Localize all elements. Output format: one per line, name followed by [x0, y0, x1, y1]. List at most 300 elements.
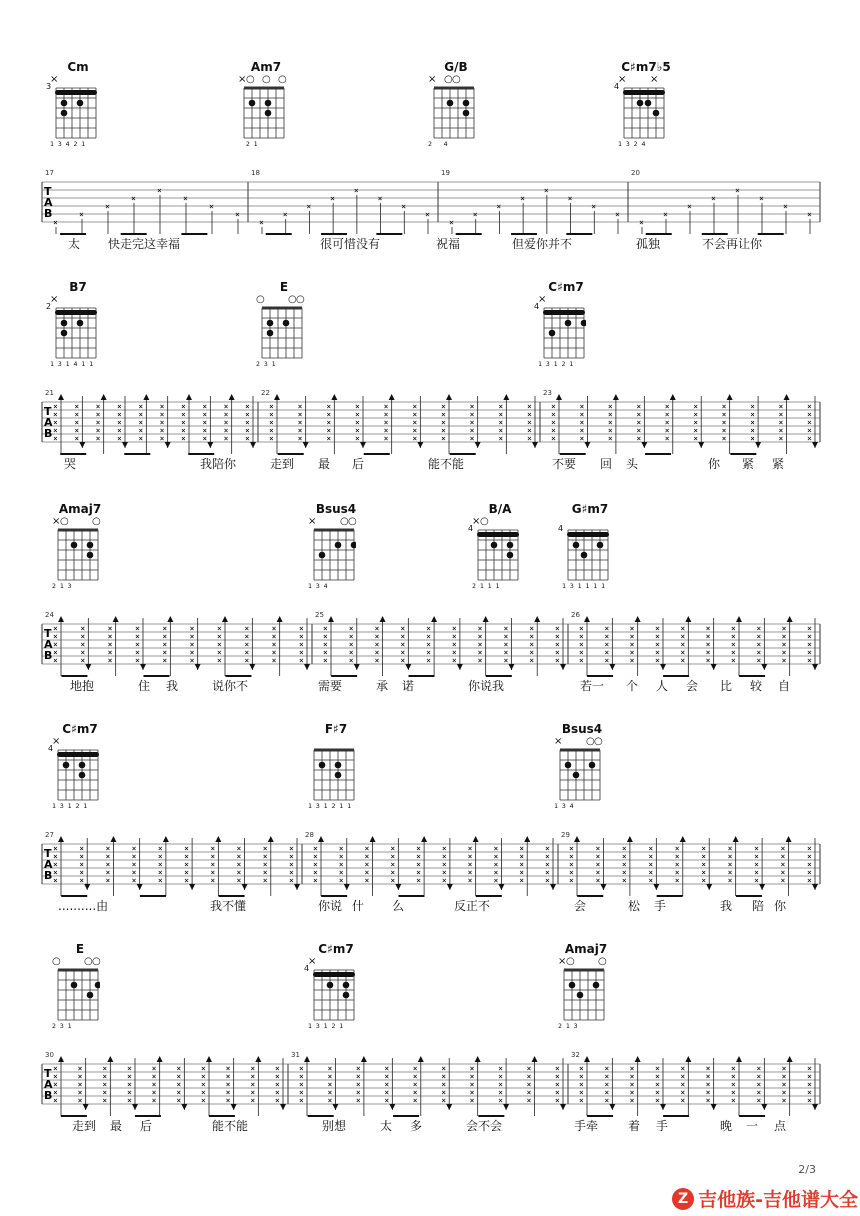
- tab-note: ×: [297, 402, 303, 411]
- tab-note: ×: [705, 632, 711, 641]
- tab-note: ×: [664, 410, 670, 419]
- strum-up-arrow-icon: [784, 394, 790, 400]
- tab-note: ×: [756, 1096, 762, 1105]
- tab-note: ×: [754, 860, 759, 869]
- strum-down-arrow-icon: [294, 884, 300, 890]
- strum-down-arrow-icon: [600, 884, 606, 890]
- finger-numbers: 2 1 3: [558, 1022, 578, 1030]
- chord-diagram: [556, 942, 616, 1034]
- open-string-mark: ○: [586, 736, 595, 747]
- tab-note: ×: [467, 860, 473, 869]
- muted-string-mark: ×: [238, 74, 247, 85]
- tab-note: ×: [493, 876, 499, 885]
- strum-down-arrow-icon: [759, 884, 765, 890]
- tab-note: ×: [781, 648, 787, 657]
- lyric-syllable: 个: [626, 679, 639, 693]
- lyric-syllable: 祝福: [436, 237, 461, 251]
- tab-note: ×: [181, 402, 186, 411]
- strum-down-arrow-icon: [250, 442, 256, 448]
- open-string-mark: ○: [84, 956, 93, 967]
- strum-down-arrow-icon: [498, 884, 504, 890]
- strum-down-arrow-icon: [405, 664, 411, 670]
- tab-note: ×: [621, 852, 627, 861]
- tab-note: ×: [636, 418, 642, 427]
- tab-note: ×: [348, 640, 354, 649]
- lyric-syllable: 不要: [552, 457, 577, 471]
- tab-note: ×: [74, 434, 80, 443]
- tab-note: ×: [731, 632, 736, 641]
- finger-dot: [569, 982, 576, 989]
- measure-number: 18: [251, 169, 260, 177]
- tab-note: ×: [529, 648, 535, 657]
- tab-clef-letter: T: [44, 1067, 52, 1080]
- measure-number: 24: [45, 611, 54, 619]
- strum-up-arrow-icon: [736, 1056, 742, 1062]
- tab-staff: [42, 1051, 820, 1120]
- tab-note: ×: [289, 844, 294, 853]
- tab-note: ×: [503, 648, 509, 657]
- tab-note: ×: [680, 1080, 686, 1089]
- chord-grid: [566, 528, 610, 582]
- tab-note: ×: [498, 434, 504, 443]
- strum-down-arrow-icon: [560, 664, 566, 670]
- tab-note: ×: [74, 418, 80, 427]
- fret-number: 4: [614, 82, 620, 91]
- tab-note: ×: [604, 656, 610, 665]
- tab-note: ×: [53, 852, 58, 861]
- tab-note: ×: [53, 632, 58, 641]
- tab-note: ×: [680, 632, 686, 641]
- tab-note: ×: [374, 624, 380, 633]
- tab-note: ×: [262, 876, 268, 885]
- tab-note: ×: [529, 656, 535, 665]
- strum-down-arrow-icon: [360, 442, 366, 448]
- strum-up-arrow-icon: [268, 836, 274, 842]
- lyric-syllable: 能不能: [212, 1119, 249, 1133]
- tab-note: ×: [498, 1064, 503, 1073]
- strum-down-arrow-icon: [84, 884, 90, 890]
- finger-dot: [71, 542, 78, 549]
- tab-staff: [42, 831, 820, 900]
- finger-dot: [335, 762, 342, 769]
- strum-down-arrow-icon: [181, 1104, 187, 1110]
- tab-note: ×: [750, 426, 755, 435]
- tab-note: ×: [441, 860, 447, 869]
- tab-note: ×: [250, 1088, 256, 1097]
- strum-down-arrow-icon: [812, 884, 818, 890]
- tab-note: ×: [701, 860, 707, 869]
- chord-grid: [432, 86, 476, 140]
- muted-string-mark: ×: [308, 516, 317, 527]
- tab-note: ×: [181, 410, 186, 419]
- tab-note: ×: [299, 1064, 304, 1073]
- tab-note: ×: [416, 844, 421, 853]
- tab-note: ×: [607, 426, 613, 435]
- finger-dot: [589, 762, 596, 769]
- open-string-mark: ○: [566, 956, 575, 967]
- tab-note: ×: [595, 860, 601, 869]
- finger-dot: [319, 762, 326, 769]
- tab-note: ×: [327, 1088, 333, 1097]
- finger-dot: [653, 110, 660, 117]
- tab-note: ×: [604, 1064, 610, 1073]
- strum-up-arrow-icon: [318, 836, 324, 842]
- tab-note: ×: [138, 418, 144, 427]
- chord-grid: [312, 968, 356, 1022]
- tab-clef-letter: A: [44, 858, 53, 871]
- barre-mark: [477, 532, 519, 537]
- tab-note: ×: [189, 624, 195, 633]
- finger-numbers: 1 3 4: [554, 802, 574, 810]
- tab-note: ×: [493, 852, 499, 861]
- strum-up-arrow-icon: [584, 1056, 590, 1062]
- tab-note: ×: [223, 402, 229, 411]
- barre-mark: [55, 90, 97, 95]
- strum-up-arrow-icon: [431, 616, 437, 622]
- finger-dot: [61, 100, 68, 107]
- tab-note: ×: [383, 402, 389, 411]
- tab-note: ×: [135, 656, 140, 665]
- strum-up-arrow-icon: [110, 836, 116, 842]
- strum-down-arrow-icon: [457, 664, 463, 670]
- tab-note: ×: [705, 1072, 711, 1081]
- tab-note: ×: [680, 648, 686, 657]
- tab-note: ×: [412, 434, 418, 443]
- tab-clef-letter: B: [44, 869, 53, 882]
- tab-note: ×: [604, 1072, 610, 1081]
- tab-note: ×: [701, 844, 707, 853]
- strum-up-arrow-icon: [635, 616, 641, 622]
- tab-note: ×: [629, 648, 635, 657]
- finger-dot: [87, 542, 94, 549]
- tab-note: ×: [567, 194, 573, 203]
- lyric-syllable: 孤独: [636, 237, 661, 251]
- strum-down-arrow-icon: [303, 442, 309, 448]
- chord-name: G/B: [444, 60, 468, 74]
- strum-up-arrow-icon: [556, 394, 562, 400]
- tab-note: ×: [107, 656, 113, 665]
- tab-note: ×: [664, 434, 670, 443]
- tab-note: ×: [655, 1096, 660, 1105]
- tab-note: ×: [176, 1080, 182, 1089]
- strum-down-arrow-icon: [609, 1104, 615, 1110]
- tab-note: ×: [701, 876, 707, 885]
- tab-note: ×: [157, 186, 162, 195]
- strum-down-arrow-icon: [660, 664, 666, 670]
- tab-note: ×: [53, 410, 58, 419]
- tab-note: ×: [441, 1088, 447, 1097]
- chord-diagram: [426, 60, 486, 152]
- tab-note: ×: [807, 1072, 812, 1081]
- tab-note: ×: [95, 426, 101, 435]
- tab-note: ×: [250, 1096, 256, 1105]
- tab-note: ×: [451, 656, 457, 665]
- tab-note: ×: [441, 868, 447, 877]
- tab-note: ×: [135, 624, 140, 633]
- fret-number: 4: [48, 744, 54, 753]
- tab-note: ×: [655, 640, 660, 649]
- tab-note: ×: [210, 876, 216, 885]
- measure-number: 17: [45, 169, 54, 177]
- tab-note: ×: [189, 640, 195, 649]
- tab-note: ×: [721, 418, 727, 427]
- chord-grid: [260, 306, 304, 360]
- measure-number: 26: [571, 611, 580, 619]
- tab-note: ×: [269, 418, 274, 427]
- measure-number: 19: [441, 169, 450, 177]
- tab-note: ×: [313, 844, 318, 853]
- tab-note: ×: [467, 876, 473, 885]
- tab-note: ×: [756, 624, 762, 633]
- tab-note: ×: [527, 426, 532, 435]
- strum-up-arrow-icon: [475, 1056, 481, 1062]
- tab-note: ×: [323, 640, 328, 649]
- tab-note: ×: [275, 1080, 280, 1089]
- tab-note: ×: [648, 860, 654, 869]
- tab-note: ×: [472, 210, 478, 219]
- strum-up-arrow-icon: [370, 836, 376, 842]
- fret-number: 3: [46, 82, 52, 91]
- finger-dot: [507, 552, 514, 559]
- finger-dot: [79, 772, 86, 779]
- strum-down-arrow-icon: [79, 442, 85, 448]
- measure-number: 22: [261, 389, 270, 397]
- tab-note: ×: [569, 876, 574, 885]
- tab-note: ×: [426, 640, 431, 649]
- tab-note: ×: [807, 876, 812, 885]
- tab-note: ×: [621, 860, 627, 869]
- tab-note: ×: [441, 876, 447, 885]
- tab-note: ×: [807, 640, 812, 649]
- lyric-syllable: 着: [628, 1119, 641, 1133]
- tab-note: ×: [400, 648, 406, 657]
- tab-note: ×: [355, 402, 360, 411]
- tab-note: ×: [135, 648, 140, 657]
- tab-note: ×: [807, 1064, 812, 1073]
- strum-down-arrow-icon: [165, 442, 171, 448]
- strum-down-arrow-icon: [584, 442, 590, 448]
- tab-note: ×: [250, 1072, 256, 1081]
- tab-note: ×: [217, 632, 222, 641]
- tab-note: ×: [250, 1064, 256, 1073]
- chord-diagram: [254, 280, 314, 372]
- tab-note: ×: [705, 1088, 711, 1097]
- tab-clef-letter: B: [44, 427, 53, 440]
- tab-note: ×: [105, 868, 111, 877]
- open-string-mark: ○: [256, 294, 265, 305]
- strum-up-arrow-icon: [143, 394, 149, 400]
- lyric-syllable: 我不懂: [210, 899, 247, 913]
- finger-dot: [265, 110, 272, 117]
- tab-note: ×: [412, 426, 418, 435]
- tab-note: ×: [721, 434, 727, 443]
- tab-note: ×: [754, 852, 759, 861]
- finger-dot: [319, 552, 326, 559]
- tab-note: ×: [127, 1096, 132, 1105]
- tab-note: ×: [74, 426, 80, 435]
- tab-note: ×: [663, 210, 668, 219]
- tab-note: ×: [503, 656, 509, 665]
- tab-note: ×: [384, 1080, 390, 1089]
- lyric-syllable: 后: [140, 1119, 153, 1133]
- tab-note: ×: [551, 418, 556, 427]
- tab-note: ×: [271, 656, 277, 665]
- chord-diagram: [616, 60, 676, 152]
- tab-note: ×: [74, 402, 80, 411]
- tab-note: ×: [604, 1088, 610, 1097]
- tab-note: ×: [780, 868, 786, 877]
- tab-staff: [42, 389, 820, 458]
- tab-note: ×: [105, 852, 111, 861]
- strum-up-arrow-icon: [229, 394, 235, 400]
- tab-note: ×: [77, 1072, 83, 1081]
- tab-note: ×: [151, 1096, 157, 1105]
- finger-dot: [581, 320, 586, 327]
- open-string-mark: ○: [60, 516, 69, 527]
- open-string-mark: ○: [92, 516, 101, 527]
- tab-note: ×: [79, 876, 85, 885]
- tab-note: ×: [756, 632, 762, 641]
- tab-note: ×: [202, 402, 208, 411]
- strum-down-arrow-icon: [812, 664, 818, 670]
- tab-note: ×: [693, 410, 699, 419]
- tab-note: ×: [262, 868, 268, 877]
- tab-note: ×: [282, 210, 288, 219]
- tab-note: ×: [79, 852, 85, 861]
- tab-note: ×: [545, 860, 550, 869]
- strum-up-arrow-icon: [274, 394, 280, 400]
- tab-note: ×: [289, 868, 294, 877]
- tab-note: ×: [780, 844, 786, 853]
- tab-clef-letter: B: [44, 649, 53, 662]
- tab-note: ×: [102, 1096, 108, 1105]
- tab-note: ×: [223, 418, 229, 427]
- lyric-syllable: 什: [352, 899, 365, 913]
- measure-number: 27: [45, 831, 54, 839]
- strum-up-arrow-icon: [635, 1056, 641, 1062]
- tab-note: ×: [53, 1064, 58, 1073]
- tab-note: ×: [105, 202, 110, 211]
- finger-dot: [267, 320, 274, 327]
- tab-note: ×: [390, 844, 396, 853]
- tab-note: ×: [299, 632, 304, 641]
- open-string-mark: ○: [480, 516, 489, 527]
- tab-note: ×: [655, 632, 660, 641]
- tab-note: ×: [579, 426, 585, 435]
- tab-note: ×: [184, 852, 189, 861]
- muted-string-mark: ×: [618, 74, 627, 85]
- lyric-syllable: 手: [654, 899, 667, 913]
- tab-note: ×: [275, 1088, 280, 1097]
- strum-up-arrow-icon: [215, 836, 221, 842]
- tab-note: ×: [79, 844, 85, 853]
- tab-note: ×: [384, 1064, 390, 1073]
- tab-note: ×: [555, 648, 560, 657]
- lyric-syllable: 我陪你: [200, 457, 237, 471]
- tab-note: ×: [629, 632, 635, 641]
- tab-note: ×: [636, 410, 642, 419]
- tab-note: ×: [756, 648, 762, 657]
- tab-note: ×: [579, 434, 585, 443]
- tab-note: ×: [131, 844, 137, 853]
- lyric-syllable: 地抱: [70, 679, 95, 693]
- tab-note: ×: [545, 876, 550, 885]
- tab-note: ×: [591, 202, 597, 211]
- open-string-mark: ○: [288, 294, 297, 305]
- tab-note: ×: [615, 210, 620, 219]
- tab-note: ×: [80, 624, 86, 633]
- strum-up-arrow-icon: [107, 1056, 113, 1062]
- finger-dot: [61, 330, 68, 337]
- tab-note: ×: [807, 410, 812, 419]
- tab-note: ×: [412, 418, 418, 427]
- tab-note: ×: [53, 434, 58, 443]
- strum-up-arrow-icon: [786, 836, 792, 842]
- tab-note: ×: [705, 624, 711, 633]
- strum-up-arrow-icon: [113, 616, 119, 622]
- lyric-syllable: 自: [778, 679, 791, 693]
- chord-grid: [542, 306, 586, 360]
- tab-note: ×: [184, 876, 189, 885]
- tab-note: ×: [781, 1080, 787, 1089]
- tab-note: ×: [655, 656, 660, 665]
- tab-note: ×: [477, 624, 483, 633]
- tab-note: ×: [721, 410, 727, 419]
- tab-note: ×: [621, 868, 627, 877]
- lyric-syllable: 晚: [720, 1119, 733, 1133]
- strum-down-arrow-icon: [532, 442, 538, 448]
- tab-note: ×: [289, 876, 294, 885]
- tab-note: ×: [519, 876, 525, 885]
- tab-note: ×: [138, 426, 144, 435]
- strum-down-arrow-icon: [812, 1104, 818, 1110]
- measure-number: 21: [45, 389, 54, 397]
- tab-note: ×: [441, 844, 447, 853]
- chord-diagram: [48, 60, 108, 152]
- tab-note: ×: [498, 418, 504, 427]
- tab-note: ×: [275, 1096, 280, 1105]
- finger-dot: [343, 982, 350, 989]
- muted-string-mark: ×: [554, 736, 563, 747]
- tab-note: ×: [579, 640, 584, 649]
- strum-down-arrow-icon: [83, 1104, 89, 1110]
- tab-note: ×: [323, 632, 328, 641]
- tab-note: ×: [74, 410, 80, 419]
- tab-note: ×: [503, 632, 509, 641]
- tab-note: ×: [364, 852, 370, 861]
- strum-down-arrow-icon: [231, 1104, 237, 1110]
- tab-note: ×: [181, 426, 186, 435]
- tab-note: ×: [529, 624, 535, 633]
- tab-note: ×: [783, 202, 788, 211]
- chord-grid: [54, 306, 98, 360]
- strum-down-arrow-icon: [354, 664, 360, 670]
- strum-down-arrow-icon: [140, 664, 146, 670]
- finger-dot: [335, 542, 342, 549]
- strum-down-arrow-icon: [85, 664, 91, 670]
- open-string-mark: ○: [444, 74, 453, 85]
- tab-note: ×: [412, 1080, 418, 1089]
- finger-dot: [565, 320, 572, 327]
- tab-note: ×: [202, 410, 208, 419]
- lyric-syllable: 会不会: [466, 1119, 503, 1133]
- strum-down-arrow-icon: [132, 1104, 138, 1110]
- tab-note: ×: [595, 844, 601, 853]
- tab-note: ×: [364, 860, 370, 869]
- muted-string-mark: ×: [650, 74, 659, 85]
- strum-down-arrow-icon: [755, 442, 761, 448]
- tab-note: ×: [607, 434, 613, 443]
